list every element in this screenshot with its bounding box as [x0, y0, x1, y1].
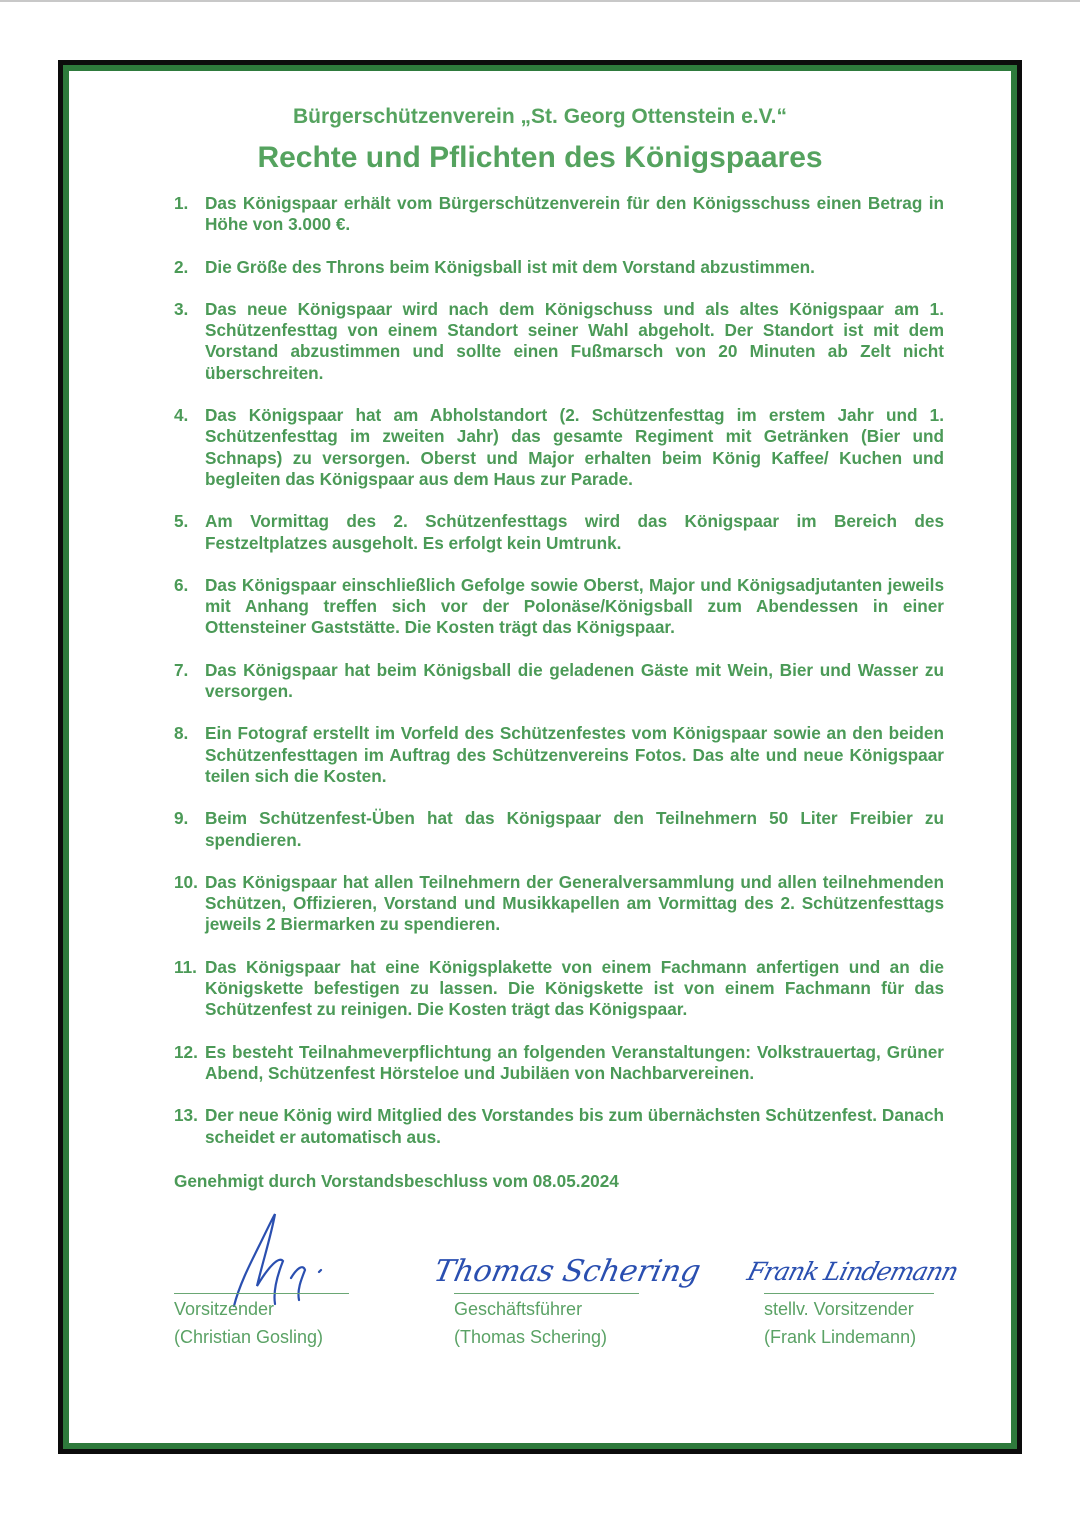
- rule-item: [174, 511, 944, 554]
- signature-role: Vorsitzender: [174, 1299, 275, 1319]
- document-title: Rechte und Pflichten des Königspaares: [257, 141, 823, 174]
- approval-note: Genehmigt durch Vorstandsbeschluss vom 08.05.2024: [174, 1171, 619, 1191]
- rule-number: 4.: [174, 405, 189, 426]
- rule-text: Das Königspaar hat beim Königsball die geladenen Gäste mit Wein, Bier und Wasser zu versorgen.: [205, 659, 944, 702]
- rule-item: [174, 193, 944, 236]
- signature-role: stellv. Vorsitzender: [764, 1299, 914, 1319]
- rule-number: 13.: [174, 1105, 198, 1126]
- rule-text: Der neue König wird Mitglied des Vorstandes bis zum übernächsten Schützenfest. Danach scheidet er automatisch aus.: [205, 1105, 944, 1147]
- rules-list: [174, 193, 944, 1169]
- rule-text: Es besteht Teilnahmeverpflichtung an folgenden Veranstaltungen: Volkstrauertag, Grüner Abend, Schützenfest Hörsteloe und Jubiläen von Nachbarvereinen.: [205, 1041, 944, 1083]
- rule-number: 9.: [174, 808, 189, 829]
- signature-scribble-secretary: [430, 1241, 704, 1301]
- signature-text-deputy: Frank Lindemann: [744, 1256, 963, 1286]
- signature-scribble-deputy: [744, 1246, 979, 1296]
- organization-name: Bürgerschützenverein „St. Georg Ottenstein e.V.“: [292, 105, 787, 128]
- rule-number: 3.: [174, 298, 189, 319]
- signature-name: (Frank Lindemann): [764, 1327, 917, 1347]
- rule-text: Am Vormittag des 2. Schützenfesttags wird das Königspaar im Bereich des Festzeltplatzes ausgeholt. Es erfolgt kein Umtrunk.: [205, 511, 944, 553]
- rule-item: [174, 299, 944, 384]
- rule-text: Die Größe des Throns beim Königsball ist mit dem Vorstand abzustimmen.: [205, 256, 815, 277]
- green-border: [63, 65, 1017, 1449]
- rule-text: Das Königspaar erhält vom Bürgerschützenverein für den Königsschuss einen Betrag in Höhe von 3.000 €.: [205, 193, 944, 235]
- rule-item: [174, 872, 944, 936]
- rule-number: 5.: [174, 511, 189, 532]
- rule-item: [174, 660, 944, 703]
- rule-number: 11.: [174, 956, 197, 977]
- rule-text: Das Königspaar hat eine Königsplakette von einem Fachmann anfertigen und an die Königskette befestigen zu lassen. Die Königskette ist von einem Fachmann für das Schützenfest zu reinigen. Die Kosten trägt das Königspaar.: [205, 956, 944, 1020]
- rule-number: 8.: [174, 723, 189, 744]
- rule-text: Ein Fotograf erstellt im Vorfeld des Schützenfestes vom Königspaar sowie an den beiden Schützenfesttagen im Auftrag des Schützenvereins Fotos. Das alte und neue Königspaar teilen sich die Kosten.: [205, 723, 944, 786]
- rule-item: [174, 575, 944, 639]
- rule-text: Das Königspaar hat allen Teilnehmern der Generalversammlung und allen teilnehmenden Schützen, Offizieren, Vorstand und Musikkapellen am Vormittag des 2. Schützenfesttags jeweils 2 Biermarken zu spendieren.: [205, 871, 944, 935]
- rule-number: 12.: [174, 1041, 198, 1062]
- rule-item: [174, 1042, 944, 1085]
- rule-item: [174, 257, 944, 278]
- signature-line: [764, 1293, 934, 1294]
- signature-name: (Thomas Schering): [454, 1327, 608, 1347]
- rule-text: Das neue Königspaar wird nach dem Königschuss und als altes Königspaar am 1. Schützenfesttag von einem Standort seiner Wahl abgeholt. Der Standort ist mit dem Vorstand abzustimmen und sollte einen Fußmarsch von 20 Minuten ab Zelt nicht überschreiten.: [205, 298, 944, 383]
- rule-number: 10.: [174, 871, 198, 892]
- signature-name: (Christian Gosling): [174, 1327, 324, 1347]
- rule-item: [174, 723, 944, 787]
- scan-edge-line: [0, 0, 1080, 2]
- document-frame: [58, 60, 1022, 1454]
- rule-item: [174, 1105, 944, 1148]
- rule-text: Das Königspaar hat am Abholstandort (2. Schützenfesttag im erstem Jahr und 1. Schützenfesttag im zweiten Jahr) das gesamte Regiment mit Getränken (Bier und Schnaps) zu versorgen. Oberst und Major erhalten beim König Kaffee/ Kuchen und begleiten das Königspaar aus dem Haus zur Parade.: [205, 405, 944, 489]
- rule-text: Beim Schützenfest-Üben hat das Königspaar den Teilnehmern 50 Liter Freibier zu spendieren.: [205, 808, 944, 850]
- signature-line: [174, 1293, 349, 1294]
- rule-number: 6.: [174, 574, 189, 595]
- rule-item: [174, 957, 944, 1021]
- rule-item: [174, 405, 944, 490]
- rule-item: [174, 808, 944, 851]
- rule-number: 2.: [174, 256, 189, 277]
- rule-number: 7.: [174, 659, 189, 680]
- rule-number: 1.: [174, 193, 189, 213]
- signature-role: Geschäftsführer: [454, 1299, 583, 1319]
- signature-line: [454, 1293, 639, 1294]
- rule-text: Das Königspaar einschließlich Gefolge sowie Oberst, Major und Königsadjutanten jeweils mit Anhang treffen sich vor der Polonäse/Königsball zum Abendessen in einer Ottensteiner Gaststätte. Die Kosten trägt das Königspaar.: [205, 574, 944, 638]
- signature-text-secretary: Thomas Schering: [430, 1254, 704, 1289]
- document-page: [69, 71, 1011, 1443]
